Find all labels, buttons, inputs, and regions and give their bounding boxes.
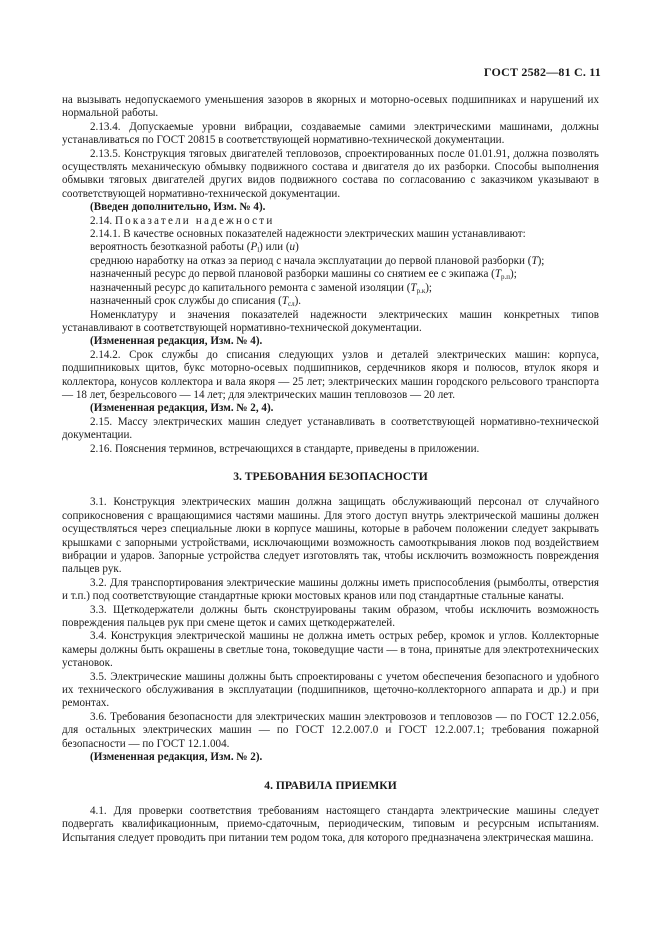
paragraph: 2.13.5. Конструкция тяговых двигателей тепловозов, спроектированных после 01.01.91, должна позволять осуществлять механическую обмывку подвижного состава и двигателя до их разборки. Способы выполнения обмывки тяговых двигателей других видов подвижного состава по согласованию с заказчиком указывают в соответствующей нормативно-технической документации. [62,147,599,200]
paragraph: 2.14.1. В качестве основных показателей надежности электрических машин устанавливают: [90,228,526,241]
document-body [62,94,599,845]
paragraph: 3.6. Требования безопасности для электрических машин электровозов и тепловозов — по ГОСТ 12.2.056, для остальных электрических машин — по ГОСТ 12.2.007.0 и ГОСТ 12.2.007.1; требования пожарной безопасности — по ГОСТ 12.1.004. [62,710,599,750]
paragraph: 2.16. Пояснения терминов, встречающихся в стандарте, приведены в приложении. [90,442,480,455]
section-heading: 3. ТРЕБОВАНИЯ БЕЗОПАСНОСТИ [233,469,428,483]
paragraph: назначенный ресурс до капитального ремонта с заменой изоляции $(T_{р.к})$; [90,281,433,295]
section-heading: 4. ПРАВИЛА ПРИЕМКИ [264,778,397,792]
paragraph: 2.15. Массу электрических машин следует устанавливать в соответствующей нормативно-технической документации. [62,415,599,442]
paragraph: Номенклатуру и значения показателей надежности электрических машин конкретных типов устанавливают в соответствующей нормативно-технической документации. [62,308,599,334]
paragraph: (Измененная редакция, Изм. № 2, 4). [90,402,274,415]
paragraph: 2.14. Показатели надежности [90,214,275,227]
paragraph: назначенный срок службы до списания $(T_{сл})$. [90,295,302,309]
paragraph: среднюю наработку на отказ за период с начала эксплуатации до первой плановой разборки (T); [90,254,545,267]
paragraph: 4.1. Для проверки соответствия требованиям настоящего стандарта электрические машины следует подвергать квалификационным, приемо-сдаточным, периодическим, типовым и ресурсным испытаниям. Испытания следует проводить при питании тем родом тока, для которого предназначена электрическая машина. [62,804,599,844]
paragraph: вероятность безотказной работы $(P_l)$ или (u) [90,241,299,255]
paragraph: 3.3. Щеткодержатели должны быть сконструированы таким образом, чтобы исключить возможность повреждения пальцев рук при смене щеток и самих щеткодержателей. [62,603,599,630]
paragraph: 3.2. Для транспортирования электрические машины должны иметь приспособления (рымболты, отверстия и т.п.) под соответствующие стандартные крюки мостовых кранов или под стандартные стальные канаты. [62,576,599,603]
paragraph: (Измененная редакция, Изм. № 4). [90,335,263,348]
paragraph: (Введен дополнительно, Изм. № 4). [90,201,266,214]
paragraph: (Измененная редакция, Изм. № 2). [90,751,263,764]
paragraph: 3.1. Конструкция электрических машин должна защищать обслуживающий персонал от случайного соприкосновения с вращающимися частями машины. Для этого доступ внутрь электрической машины должен осуществляться через специальные люки в корпусе машины, которые в рабочем положении следует закрывать крышками с запорными устройствами, исключающими возможность самооткрывания люков под воздействием вибрации и ударов. Запорные устройства следует изготовлять так, чтобы исключить возможность повреждения пальцев рук. [62,496,599,576]
page-header: ГОСТ 2582—81 С. 11 [483,65,601,79]
paragraph: 2.13.4. Допускаемые уровни вибрации, создаваемые самими электрическими машинами, должны устанавливаться по ГОСТ 20815 в соответствующей нормативно-технической документации. [62,120,599,147]
paragraph: 2.14.2. Срок службы до списания следующих узлов и деталей электрических машин: корпуса, подшипниковых щитов, букс моторно-осевых подшипников, сердечников якоря и полюсов, втулок якоря и коллектора, конусов коллектора и вала якоря — 25 лет; электрических машин городского рельсового транспорта — 18 лет, безрельсового — 14 лет; для электрических машин тепловозов — 20 лет. [62,348,599,401]
paragraph: 3.5. Электрические машины должны быть спроектированы с учетом обеспечения безопасного и удобного их технического обслуживания в эксплуатации (подшипников, щеточно-коллекторного аппарата и др.) и при ремонтах. [62,670,599,710]
paragraph: назначенный ресурс до первой плановой разборки машины со снятием ее с экипажа $(T_{р.п})$; [90,268,517,282]
paragraph: 3.4. Конструкция электрической машины не должна иметь острых ребер, кромок и углов. Коллекторные камеры должны быть окрашены в светлые тона, токоведущие части — в тона, принятые для электротехнических установок. [62,630,599,670]
paragraph: на вызывать недопускаемого уменьшения зазоров в якорных и моторно-осевых подшипниках и нарушений их нормальной работы. [62,94,599,120]
